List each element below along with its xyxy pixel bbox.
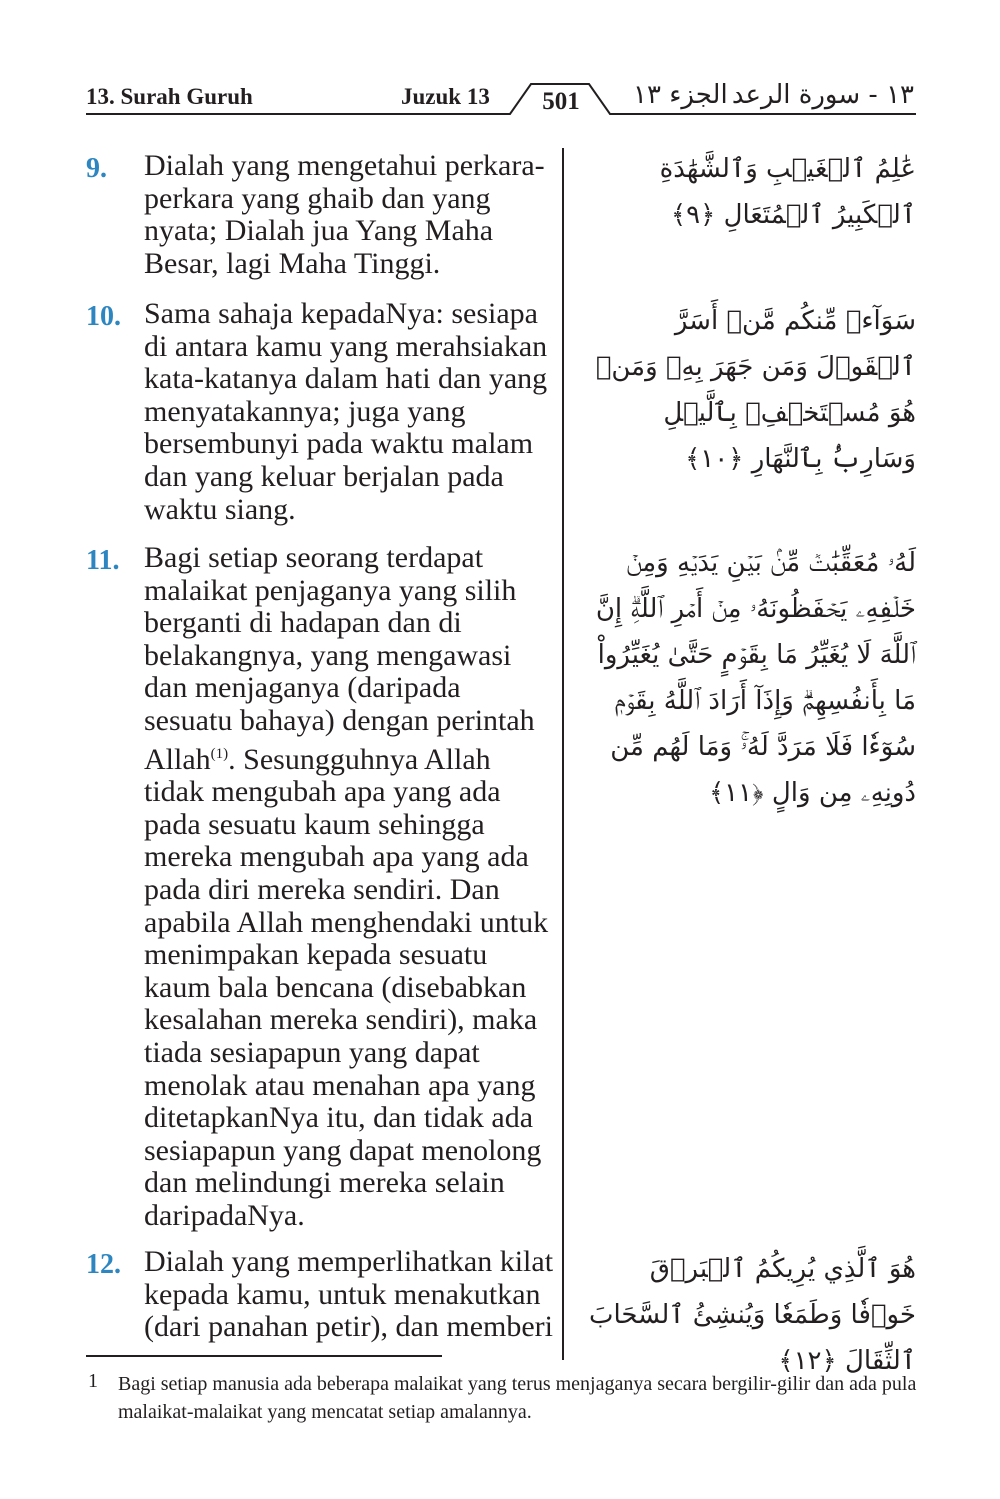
verse-text-9: Dialah yang mengetahui perkara-perkara yang ghaib dan yang nyata; Dialah jua Yang Maha Besar, lagi Maha Tinggi.	[144, 149, 545, 280]
footnote-number: 1	[88, 1370, 98, 1392]
verse-number-12: 12.	[86, 1249, 121, 1280]
footnote-text: Bagi setiap manusia ada beberapa malaikat yang terus menjaganya secara bergilir-gilir dan ada pula malaikat-malaikat yang mencatat setiap amalannya.	[118, 1373, 917, 1423]
arabic-juz-label: الجزء ١٣	[633, 80, 728, 110]
arabic-verse-9: عَٰلِمُ ٱلۡغَيۡبِ وَٱلشَّهَٰدَةِ ٱلۡكَبِيرُ ٱلۡمُتَعَالِ ﴿٩﴾	[659, 154, 916, 230]
surah-title: 13. Surah Guruh	[86, 84, 253, 109]
arabic-verse-10: سَوَآءٞ مِّنكُم مَّنۡ أَسَرَّ ٱلۡقَوۡلَ وَمَن جَهَرَ بِهِۦ وَمَنۡ هُوَ مُسۡتَخۡفِۭ بِٱلَّيۡلِ وَسَارِبُۢ بِٱلنَّهَارِ ﴿١٠﴾	[595, 306, 916, 474]
verse-text-11-part1: Bagi setiap seorang terdapat malaikat penjaganya yang silih berganti di hadapan dan di belakangnya, yang mengawasi dan menjaganya (daripada sesuatu bahaya) dengan perintah Allah	[144, 541, 535, 776]
arabic-verse-12: هُوَ ٱلَّذِي يُرِيكُمُ ٱلۡبَرۡقَ خَوۡفٗا وَطَمَعٗا وَيُنشِئُ ٱلسَّحَابَ ٱلثِّقَالَ ﴿١٢﴾	[588, 1254, 916, 1376]
verse-text-11	[144, 542, 556, 1232]
verse-text-10: Sama sahaja kepadaNya: sesiapa di antara kamu yang merahsiakan kata-katanya dalam hati dan yang menyatakannya; juga yang bersembunyi pada waktu malam dan yang keluar berjalan pada waktu siang.	[144, 297, 548, 526]
verse-number-10: 10.	[86, 301, 121, 332]
arabic-verse-11: لَهُۥ مُعَقِّبَٰتٞ مِّنۢ بَيۡنِ يَدَيۡهِ وَمِنۡ خَلۡفِهِۦ يَحۡفَظُونَهُۥ مِنۡ أَمۡرِ ٱللَّهِۗ إِنَّ ٱللَّهَ لَا يُغَيِّرُ مَا بِقَوۡمٍ حَتَّىٰ يُغَيِّرُواْ مَا بِأَنفُسِهِمۡۗ وَإِذَآ أَرَادَ ٱللَّهُ بِقَوۡمٖ سُوٓءٗا فَلَا مَرَدَّ لَهُۥۚ وَمَا لَهُم مِّن دُونِهِۦ مِن وَالٍ ﴿١١﴾	[595, 548, 916, 808]
verse-number-11: 11.	[86, 545, 120, 576]
juzuk-label: Juzuk 13	[401, 84, 490, 109]
verse-number-9: 9.	[86, 153, 107, 184]
column-divider	[562, 148, 564, 1360]
verse-text-11-part2: . Sesungguhnya Allah tidak mengubah apa yang ada pada sesuatu kaum sehingga mereka mengubah apa yang ada pada diri mereka sendiri. Dan apabila Allah menghendaki untuk menimpakan kepada sesuatu kaum bala bencana (disebabkan kesalahan mereka sendiri), maka tiada sesiapapun yang dapat menolak atau menahan apa yang ditetapkanNya itu, dan tidak ada sesiapapun yang dapat menolong dan melindungi mereka selain daripadaNya.	[144, 742, 549, 1232]
page-number: 501	[542, 88, 580, 115]
verse-text-12: Dialah yang memperlihatkan kilat kepada kamu, untuk menakutkan (dari panahan petir), dan memberi	[144, 1245, 554, 1344]
arabic-surah-title: ١٣ - سورة الرعد	[731, 80, 914, 110]
footnote-rule	[86, 1355, 442, 1357]
footnote-marker: (1)	[210, 745, 229, 762]
header-rule	[0, 0, 1000, 140]
